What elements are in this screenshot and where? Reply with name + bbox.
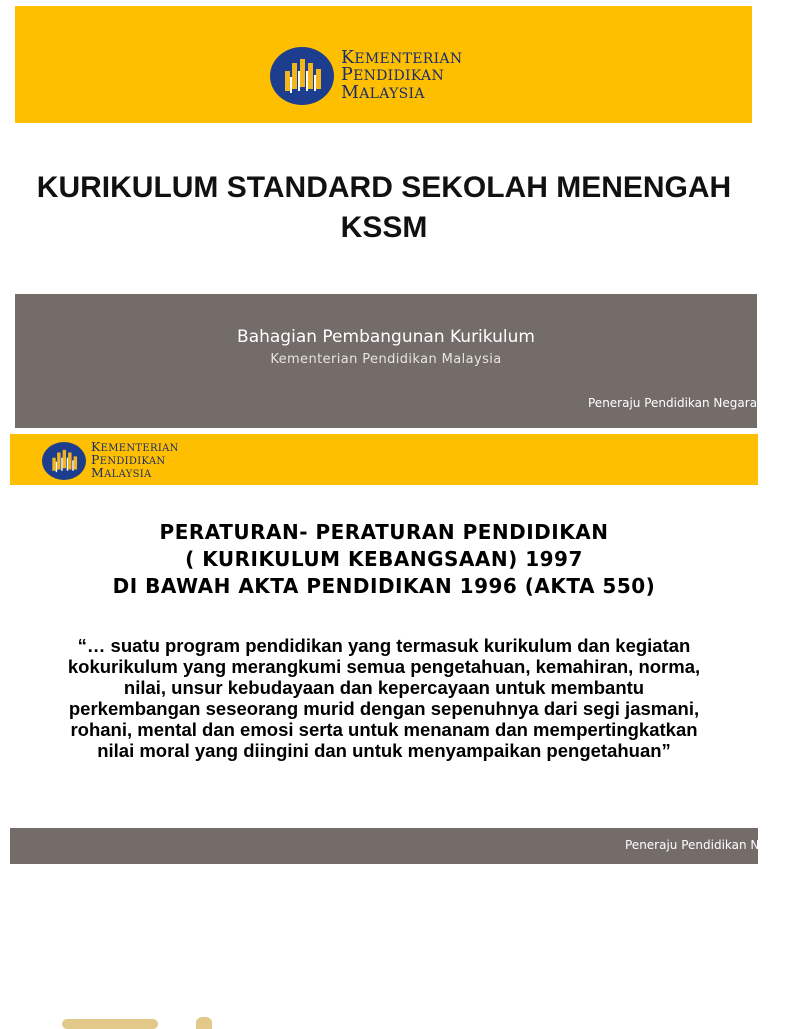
quote-line-6: nilai moral yang diingini dan untuk menyampaikan pengetahuan” — [97, 740, 671, 761]
logo-line-3: MALAYSIA — [91, 465, 152, 480]
slide1-footer-panel — [15, 294, 757, 428]
slide1-title-line2: KSSM — [340, 211, 428, 244]
next-slide-graphic — [62, 1019, 158, 1029]
logo-line-3: MALAYSIA — [341, 82, 425, 103]
heading-line-2: ( KURIKULUM KEBANGSAAN) 1997 — [185, 547, 583, 571]
quote-line-1: “… suatu program pendidikan yang termasuk kurikulum dan kegiatan — [77, 635, 691, 656]
logo-line-2: PENDIDIKAN — [341, 65, 445, 86]
slide1-title — [0, 168, 768, 248]
ministry-name: Kementerian Pendidikan Malaysia — [270, 352, 502, 367]
logo-line-1: KEMENTERIAN — [91, 439, 179, 454]
kpm-emblem-icon — [270, 47, 334, 105]
quote-line-4: perkembangan seseorang murid dengan sepenuhnya dari segi jasmani, — [68, 698, 700, 719]
heading-line-1: PERATURAN- PERATURAN PENDIDIKAN — [159, 520, 609, 544]
next-slide-graphic — [196, 1017, 212, 1029]
quote-line-2: kokurikulum yang merangkumi semua pengetahuan, kemahiran, norma, — [67, 656, 701, 677]
slide1-ministry-logo — [270, 47, 462, 105]
kpm-emblem-icon — [42, 442, 86, 480]
ministry-logo-text — [91, 441, 179, 480]
quote-line-3: nilai, unsur kebudayaan dan kepercayaan untuk membantu — [123, 677, 645, 698]
logo-line-1: KEMENTERIAN — [341, 47, 463, 68]
quote-line-5: rohani, mental dan emosi serta untuk menanam dan mempertingkatkan — [70, 719, 698, 740]
slide1-title-line1: KURIKULUM STANDARD SEKOLAH MENENGAH — [36, 171, 732, 204]
ministry-logo-text — [341, 47, 463, 103]
heading-line-3: DI BAWAH AKTA PENDIDIKAN 1996 (AKTA 550) — [112, 574, 656, 598]
slide2-footer-bar — [10, 828, 794, 864]
curriculum-definition-quote — [40, 635, 728, 761]
slide2-heading — [0, 519, 768, 600]
slide2-ministry-logo — [42, 441, 179, 480]
department-name: Bahagian Pembangunan Kurikulum — [237, 327, 535, 347]
slide2-tagline: Peneraju Pendidikan Negara — [625, 838, 794, 852]
slide1-tagline: Peneraju Pendidikan Negara — [588, 396, 758, 410]
logo-line-2: PENDIDIKAN — [91, 452, 166, 467]
